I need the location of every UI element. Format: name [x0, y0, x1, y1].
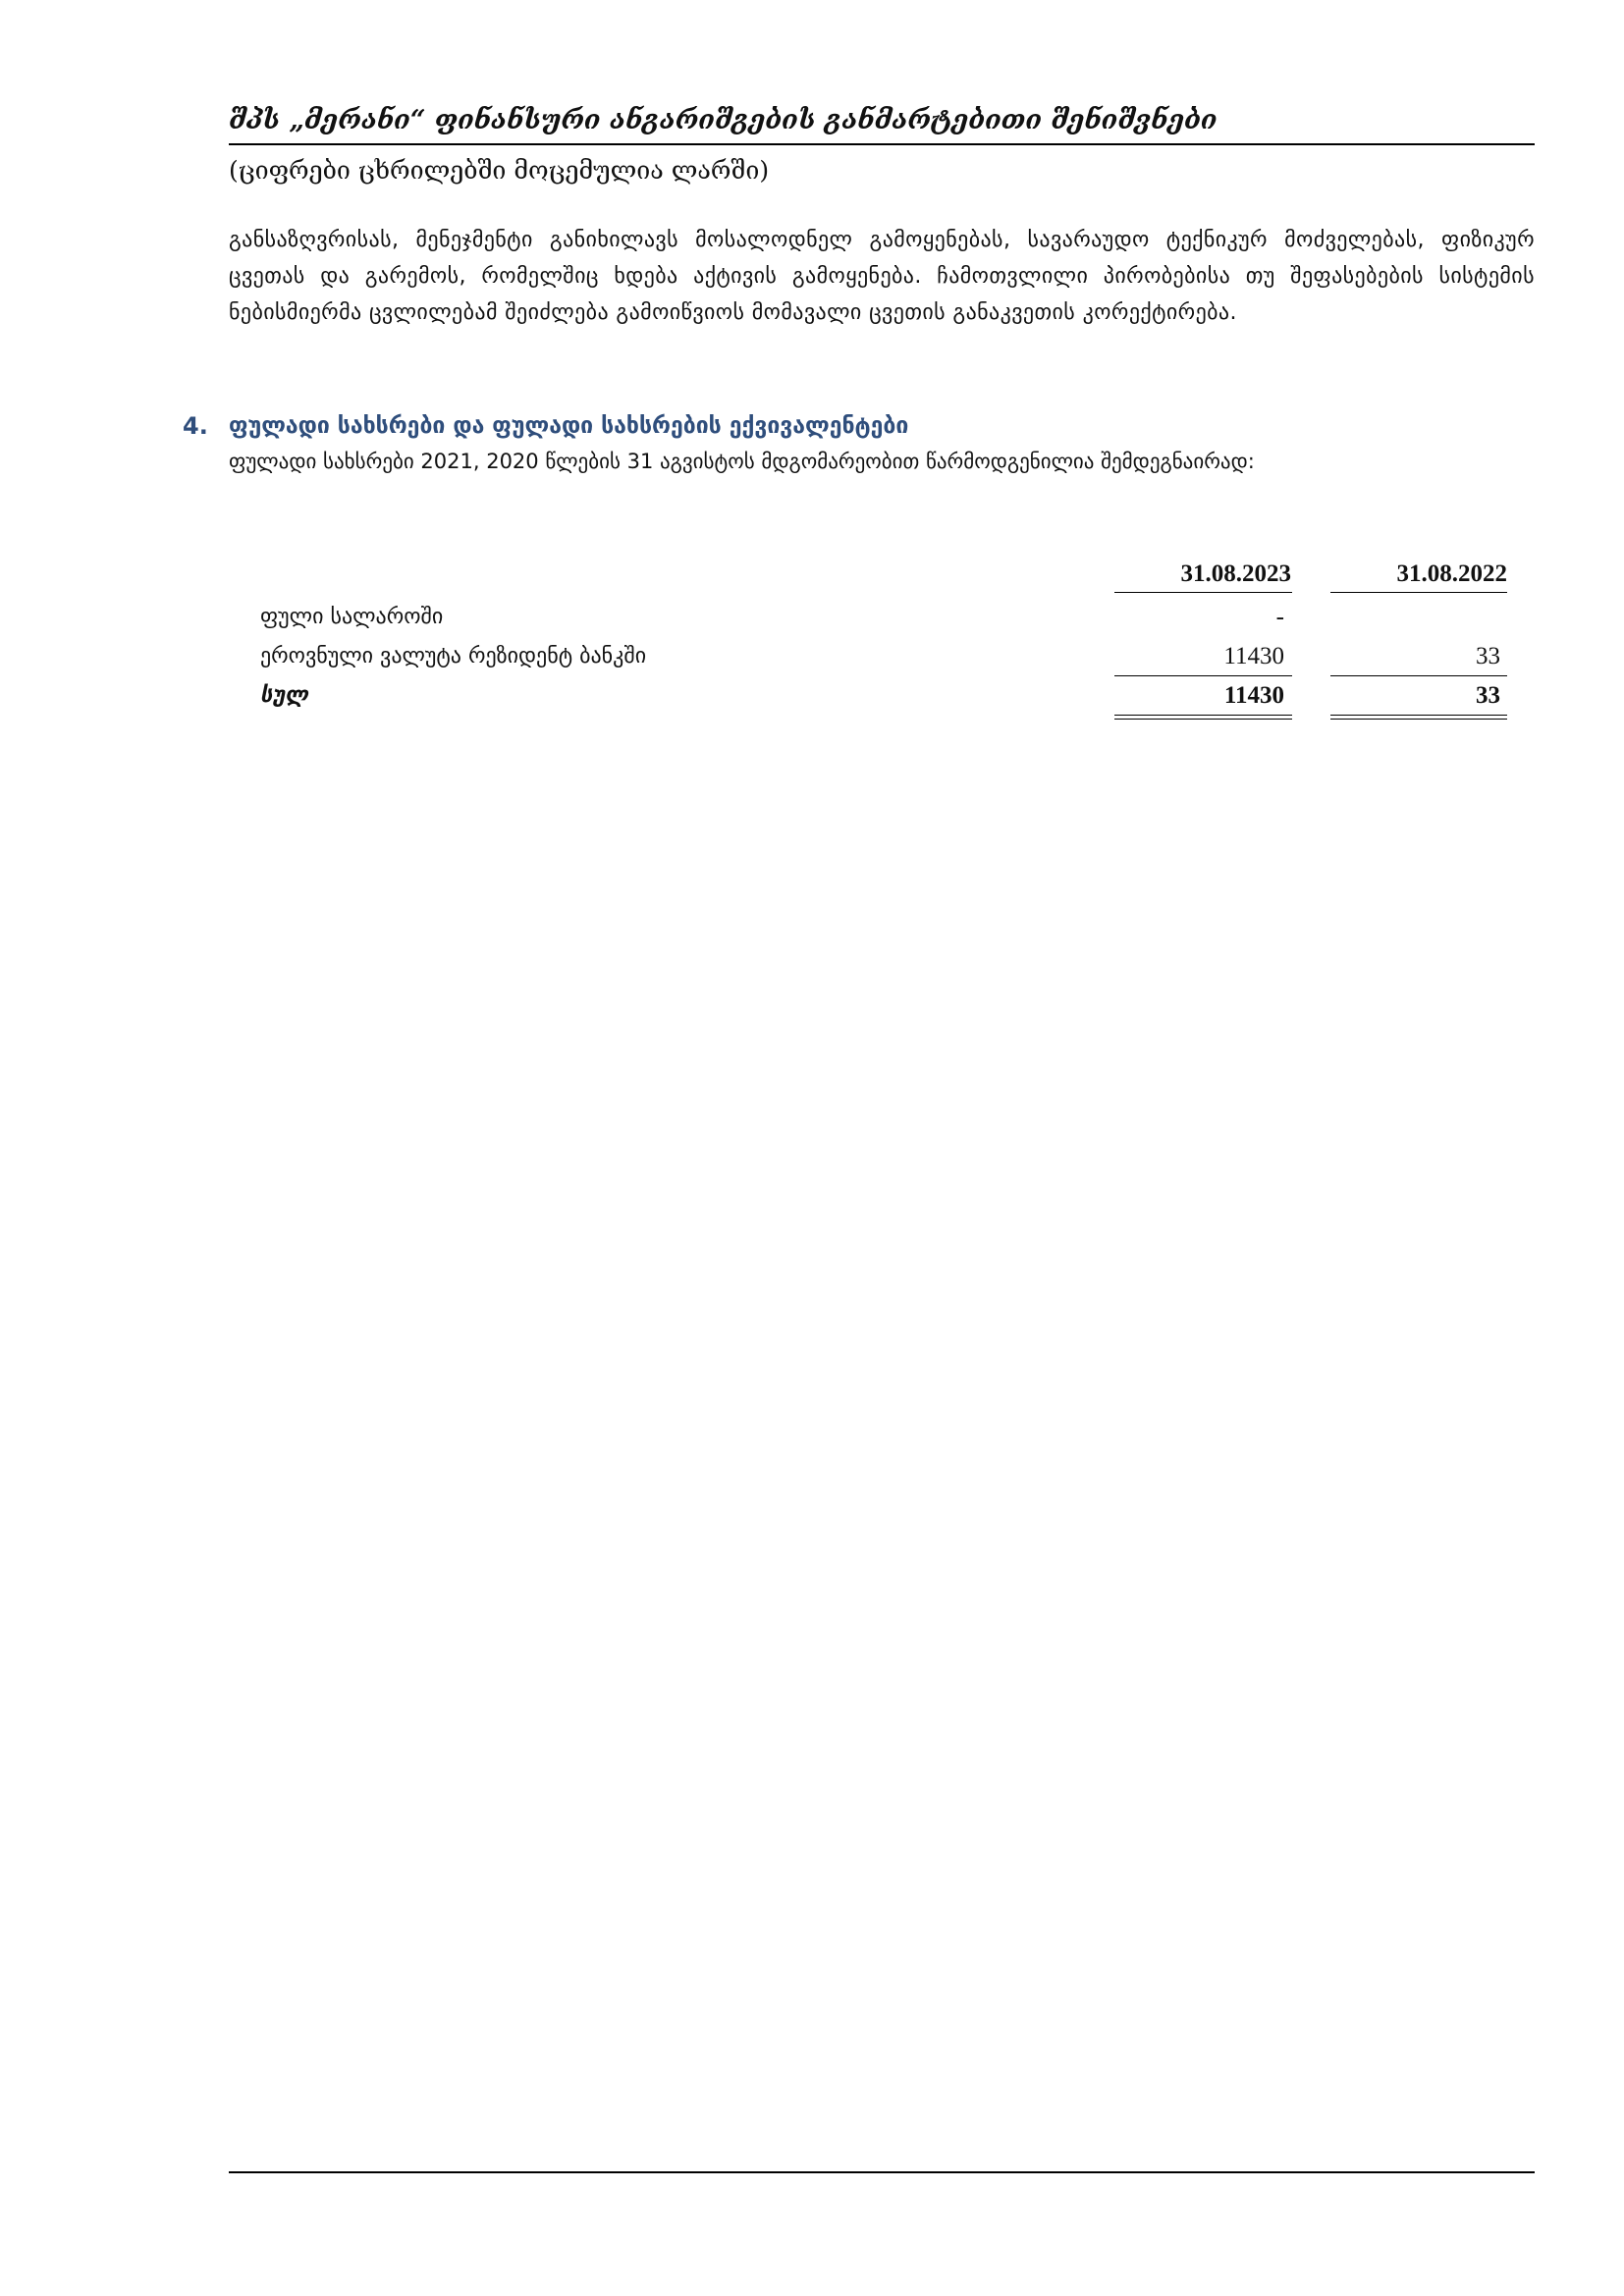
total-double-rule — [1114, 715, 1292, 720]
footer-divider — [229, 2171, 1535, 2173]
table-cell: 11430 — [1223, 643, 1284, 669]
total-cell: 33 — [1476, 682, 1500, 709]
body-paragraph: განსაზღვრისას, მენეჯმენტი განიხილავს მოსალოდნელ გამოყენებას, სავარაუდო ტექნიკურ მოძველებას, ფიზიკურ ცვეთას და გარემოს, რომელშიც ხდება აქტივის გამოყენება. ჩამოთვლილი პირობებისა თუ შეფასებების სისტემის ნებისმიერმა ცვლილებამ შეიძლება გამოიწვიოს მომავალი ცვეთის განაკვეთის კორექტირება. — [229, 228, 1535, 325]
column-header-underline — [1330, 592, 1507, 593]
page-subtitle: (ციფრები ცხრილებში მოცემულია ლარში) — [229, 156, 770, 185]
section-title: ფულადი სახსრები და ფულადი სახსრების ექვივალენტები — [229, 413, 909, 439]
total-cell: 11430 — [1223, 682, 1284, 709]
column-header-2023: 31.08.2023 — [1180, 561, 1291, 587]
column-header-underline — [1114, 592, 1292, 593]
table-cell: - — [1275, 604, 1284, 630]
table-row-label: ეროვნული ვალუტა რეზიდენტ ბანკში — [260, 644, 647, 668]
table-row-label: ფული სალაროში — [260, 605, 444, 629]
section-intro: ფულადი სახსრები 2021, 2020 წლების 31 აგვისტოს მდგომარეობით წარმოდგენილია შემდეგნაირად: — [229, 450, 1255, 473]
column-header-2022: 31.08.2022 — [1396, 561, 1507, 587]
subtotal-rule — [1114, 675, 1292, 676]
total-double-rule — [1330, 715, 1507, 720]
subtotal-rule — [1330, 675, 1507, 676]
total-row-label: სულ — [260, 683, 308, 708]
section-number: 4. — [183, 412, 208, 440]
table-cell: 33 — [1476, 643, 1500, 669]
header-divider — [229, 143, 1535, 145]
page-title: შპს „მერანი“ ფინანსური ანგარიშგების განმარტებითი შენიშვნები — [229, 105, 1218, 135]
